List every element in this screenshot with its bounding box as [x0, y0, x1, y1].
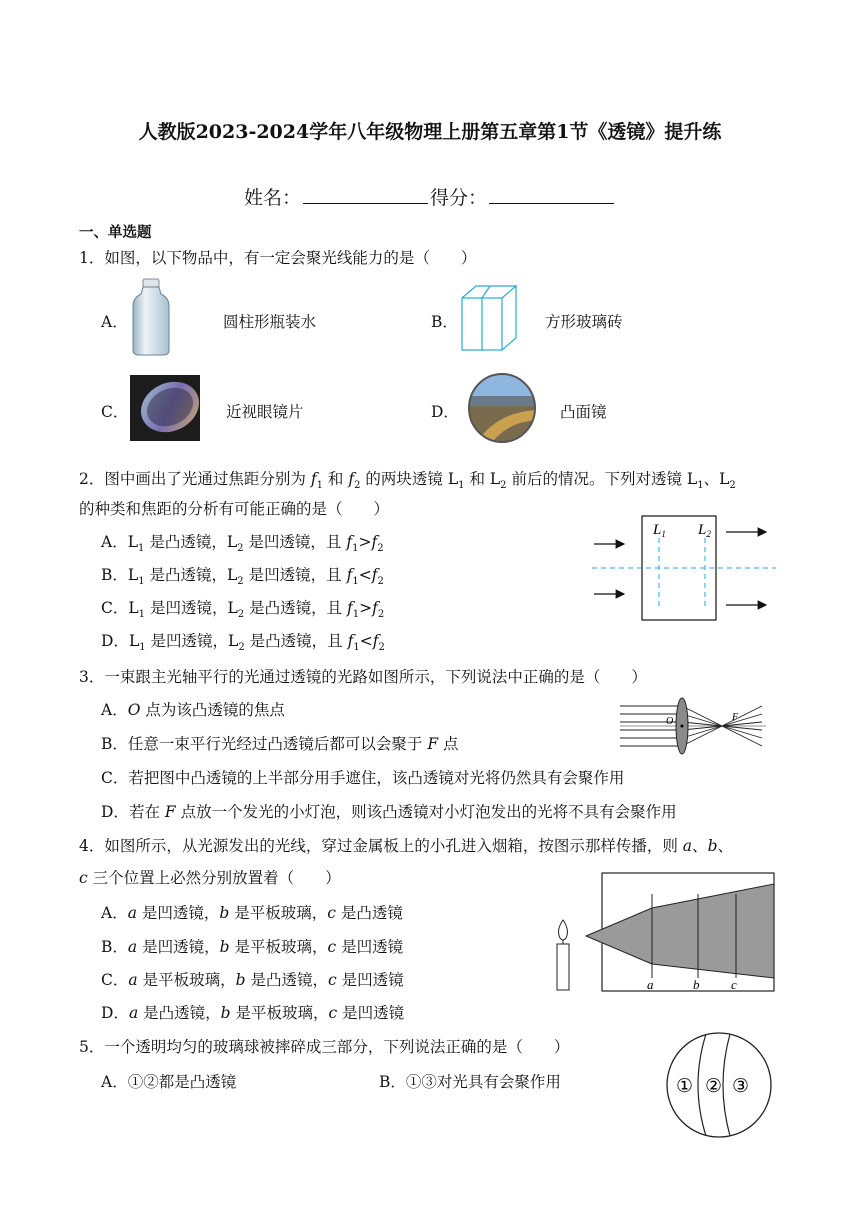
- q4-stem-line1: 4．如图所示，从光源发出的光线，穿过金属板上的小孔进入烟箱，按图示那样传播，则 a、b、: [79, 837, 734, 855]
- q2-option-b[interactable]: B．$L_1$ 是凸透镜，$L_2$ 是凹透镜，且 $f_1<f_2$: [101, 566, 384, 588]
- q2-option-d[interactable]: D．$L_1$ 是凹透镜，$L_2$ 是凸透镜，且 $f_1<f_2$: [101, 632, 385, 654]
- fig-part2-label: ②: [705, 1075, 723, 1097]
- q3-option-b[interactable]: B．任意一束平行光经过凸透镜后都可以会聚于 F 点: [101, 735, 459, 753]
- myopia-lens-icon: [130, 375, 200, 441]
- q2-stem-line1: 2．图中画出了光通过焦距分别为 $f_1$ 和 $f_2$ 的两块透镜 $L_1$ 和 $L_2$ 前后的情况。下列对透镜 $L_1$、$L_2$: [79, 470, 736, 492]
- name-blank[interactable]: [303, 185, 428, 204]
- fig-c-label: c: [731, 977, 737, 992]
- name-label: 姓名：: [243, 187, 301, 209]
- q4-option-c[interactable]: C．a 是平板玻璃，b 是凸透镜，c 是凹透镜: [101, 971, 404, 989]
- q1-option-a-text: 圆柱形瓶装水: [223, 313, 317, 331]
- q3-option-c[interactable]: C．若把图中凸透镜的上半部分用手遮住，该凸透镜对光将仍然具有会聚作用: [101, 769, 625, 787]
- water-bottle-icon: [131, 278, 171, 356]
- q1-option-a-letter[interactable]: A．: [101, 313, 128, 331]
- q2-stem-line2: 的种类和焦距的分析有可能正确的是（ ）: [79, 500, 390, 518]
- name-score-line: [0, 183, 860, 210]
- q1-option-d-text: 凸面镜: [560, 403, 607, 421]
- fig-part1-label: ①: [676, 1075, 694, 1097]
- q5-stem: 5．一个透明均匀的玻璃球被摔碎成三部分，下列说法正确的是（ ）: [79, 1038, 570, 1056]
- q4-option-b[interactable]: B．a 是凹透镜，b 是平板玻璃，c 是凹透镜: [101, 938, 404, 956]
- q1-option-d-letter[interactable]: D．: [431, 403, 459, 421]
- fig-l1-label: $L_1$: [653, 522, 666, 539]
- fig-part3-label: ③: [732, 1075, 750, 1097]
- score-blank[interactable]: [489, 185, 614, 204]
- q4-option-a[interactable]: A．a 是凹透镜，b 是平板玻璃，c 是凸透镜: [101, 904, 403, 922]
- section-heading: 一、单选题: [79, 225, 152, 241]
- q1-stem: 1．如图，以下物品中，有一定会聚光线能力的是（ ）: [79, 249, 477, 267]
- q2-lens-box-figure: [590, 512, 780, 624]
- q5-broken-glass-ball-figure: [664, 1030, 774, 1140]
- q1-option-c-letter[interactable]: C．: [101, 403, 129, 421]
- q5-option-b[interactable]: B．①③对光具有会聚作用: [379, 1073, 561, 1091]
- fig-l2-label: $L_2$: [698, 522, 711, 539]
- q5-option-a[interactable]: A．①②都是凸透镜: [101, 1073, 237, 1091]
- glass-brick-icon: [460, 284, 518, 352]
- page-title: 人教版2023-2024学年八年级物理上册第五章第1节《透镜》提升练: [138, 121, 722, 143]
- q4-option-d[interactable]: D．a 是凸透镜，b 是平板玻璃，c 是凹透镜: [101, 1004, 405, 1022]
- fig-a-label: a: [647, 977, 654, 992]
- fig-b-label: b: [693, 977, 700, 992]
- fig-o-label: O: [666, 716, 674, 727]
- q1-option-b-text: 方形玻璃砖: [545, 313, 623, 331]
- q1-option-c-text: 近视眼镜片: [226, 403, 304, 421]
- q3-option-a[interactable]: A．O 点为该凸透镜的焦点: [101, 701, 285, 719]
- q4-smoke-box-figure: [552, 870, 778, 994]
- q3-stem: 3．一束跟主光轴平行的光通过透镜的光路如图所示，下列说法中正确的是（ ）: [79, 668, 647, 686]
- q3-option-d[interactable]: D．若在 F 点放一个发光的小灯泡，则该凸透镜对小灯泡发出的光将不具有会聚作用: [101, 803, 677, 821]
- q2-option-c[interactable]: C．$L_1$ 是凹透镜，$L_2$ 是凸透镜，且 $f_1>f_2$: [101, 599, 385, 621]
- q3-convex-lens-figure: [620, 697, 768, 755]
- q1-option-b-letter[interactable]: B．: [431, 313, 458, 331]
- fig-f-label: F: [732, 712, 739, 723]
- q4-stem-line2: c 三个位置上必然分别放置着（ ）: [79, 869, 341, 887]
- score-label: 得分：: [430, 187, 488, 209]
- q2-option-a[interactable]: A．$L_1$ 是凸透镜，$L_2$ 是凹透镜，且 $f_1>f_2$: [101, 533, 384, 555]
- convex-mirror-icon: [467, 372, 537, 444]
